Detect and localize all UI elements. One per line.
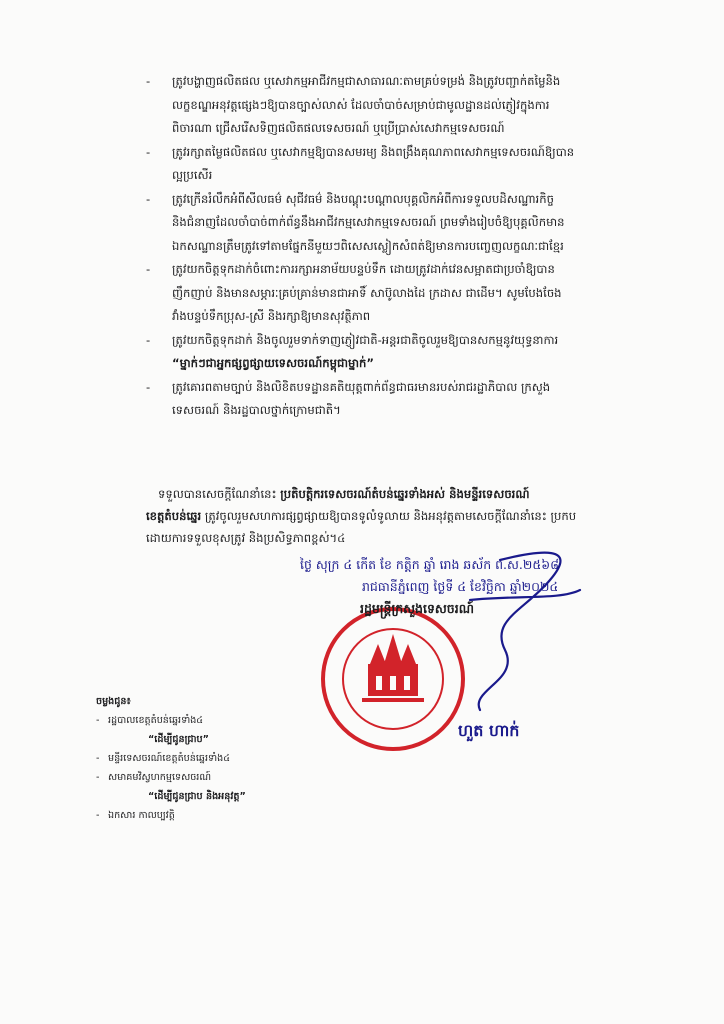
- closing-paragraph: [146, 483, 686, 549]
- minister-title: រដ្ឋមន្ត្រីក្រសួងទេសចរណ៍: [360, 601, 474, 616]
- recipient-item: - រដ្ឋបាលខេត្តតំបន់ឆ្នេរទាំង៤: [96, 715, 204, 726]
- guideline-line: ត្រូវយកចិត្តទុកដាក់ និងចូលរួមទាក់ទាញភ្ញៀវជាតិ-អន្តរជាតិចូលរួមឱ្យបានសកម្មនូវយុទ្ធនាការ: [172, 332, 559, 347]
- guideline-item: [146, 188, 666, 259]
- guideline-line: ត្រូវក្រើនរំលឹកអំពីសីលធម៌ សុជីវធម៌ និងបណ្តុះបណ្តាលបុគ្គលិកអំពីការទទួលបដិសណ្ឋារកិច្ច: [172, 191, 554, 206]
- guideline-line: និងជំនាញដែលចាំបាច់ពាក់ព័ន្ធនឹងអាជីវកម្មសេវាកម្មទេសចរណ៍ ព្រមទាំងរៀបចំឱ្យបុគ្គលិកមាន: [172, 215, 565, 229]
- guideline-list: [146, 70, 666, 423]
- guideline-item: [146, 70, 666, 141]
- guideline-line: ឯកសណ្ឋានត្រឹមត្រូវទៅតាមផ្នែកនីមួយៗពិសេសស្លៀកសំពត់ឱ្យមានការបញ្ចេញលក្ខណៈជាខ្មែរ: [172, 238, 564, 253]
- guideline-line: ញឹកញាប់ និងមានសម្ភារៈគ្រប់គ្រាន់មានជាអាទិ៍ សាប៊ូលាងដៃ ក្រដាស ជាដើម។ សូមបែងចែង: [172, 285, 562, 300]
- closing-emphasis: ប្រតិបត្តិករទេសចរណ៍តំបន់ឆ្នេរទាំងអស់ និងមន្ទីរទេសចរណ៍: [280, 487, 530, 501]
- recipient-item: - សមាគមវិស្វហកម្មទេសចរណ៍: [96, 772, 212, 783]
- recipient-note: “ដើម្បីជូនជ្រាប និងអនុវត្ត”: [148, 791, 246, 802]
- closing-line: [146, 483, 686, 505]
- guideline-item: [146, 329, 666, 376]
- guideline-item: [146, 258, 666, 329]
- closing-line: ដោយការទទួលខុសត្រូវ និងប្រសិទ្ធភាពខ្ពស់។៤: [146, 531, 346, 545]
- bullet-dash: -: [146, 332, 151, 347]
- recipient-text: ឯកសារ កាលប្បវត្តិ: [108, 810, 175, 821]
- recipient-item: - ឯកសារ កាលប្បវត្តិ: [96, 810, 175, 821]
- recipient-text: សមាគមវិស្វហកម្មទេសចរណ៍: [108, 772, 212, 783]
- solar-date: រាជធានីភ្នំពេញ ថ្ងៃទី ៤ ខែវិច្ឆិកា ឆ្នាំ២០២៤: [362, 579, 559, 594]
- guideline-line: ត្រូវយកចិត្តទុកដាក់ចំពោះការរក្សាអនាម័យបន្ទប់ទឹក ដោយត្រូវដាក់វេនសម្អាតជាប្រចាំឱ្យបាន: [172, 262, 555, 276]
- guideline-line: លក្ខខណ្ឌអនុវត្តផ្សេងៗឱ្យបានច្បាស់លាស់ ដែលចាំបាច់សម្រាប់ជាមូលដ្ឋានដល់ភ្ញៀវក្នុងការ: [172, 97, 550, 112]
- guideline-item: [146, 376, 666, 423]
- recipient-text: រដ្ឋបាលខេត្តតំបន់ឆ្នេរទាំង៤: [108, 715, 204, 726]
- guideline-item: [146, 141, 666, 188]
- guideline-line: ត្រូវរក្សាតម្លៃផលិតផល ឬសេវាកម្មឱ្យបានសមរម្យ និងពង្រឹងគុណភាពសេវាកម្មទេសចរណ៍ឱ្យបាន: [172, 144, 575, 159]
- closing-text: ត្រូវចូលរួមសហការផ្សព្វផ្សាយឱ្យបានទូលំទូលាយ និងអនុវត្តតាមសេចក្តីណែនាំនេះ ប្រកប: [201, 509, 577, 523]
- guideline-line: ត្រូវគោរពតាមច្បាប់ និងលិខិតបទដ្ឋានគតិយុត្តពាក់ព័ន្ធជាធរមានរបស់រាជរដ្ឋាភិបាល ក្រសួង: [172, 379, 551, 394]
- closing-line: [146, 505, 686, 527]
- recipient-item: - មន្ទីរទេសចរណ៍ខេត្តតំបន់ឆ្នេរទាំង៤: [96, 753, 231, 764]
- recipient-text: មន្ទីរទេសចរណ៍ខេត្តតំបន់ឆ្នេរទាំង៤: [108, 753, 231, 764]
- lunar-date: ថ្ងៃ សុក្រ ៤ កើត ខែ កត្តិក ឆ្នាំ រោង ឆស័ក ព.ស.២៥៦៨: [300, 557, 559, 572]
- minister-name: ហួត ហាក់: [458, 721, 520, 740]
- guideline-line: ពិចារណា ជ្រើសរើសទិញផលិតផលទេសចរណ៍ ឬប្រើប្រាស់សេវាកម្មទេសចរណ៍: [172, 121, 505, 135]
- bullet-dash: -: [146, 191, 151, 206]
- bullet-dash: -: [146, 74, 151, 88]
- closing-emphasis: ខេត្តតំបន់ឆ្នេរ: [146, 509, 202, 523]
- campaign-slogan: “ម្នាក់ៗជាអ្នកផ្សព្វផ្សាយទេសចរណ៍កម្ពុជាម្នាក់”: [172, 356, 374, 370]
- guideline-line: ត្រូវបង្ហាញផលិតផល ឬសេវាកម្មអាជីវកម្មជាសាធារណៈតាមគ្រប់ទម្រង់ និងត្រូវបញ្ជាក់តម្លៃនិង: [172, 74, 561, 88]
- guideline-line: វាំងបន្ទប់ទឹកប្រុស-ស្រី និងរក្សាឱ្យមានសុវត្ថិភាព: [172, 309, 371, 323]
- recipient-note: “ដើម្បីជូនជ្រាប”: [148, 734, 209, 745]
- closing-text: ទទួលបានសេចក្តីណែនាំនេះ: [158, 487, 281, 501]
- signature: [430, 540, 590, 740]
- bullet-dash: -: [146, 379, 151, 394]
- recipients-heading: ចម្លងជូន៖: [96, 696, 131, 707]
- guideline-line: ទេសចរណ៍ និងរដ្ឋបាលថ្នាក់ក្រោមជាតិ។: [172, 403, 341, 417]
- bullet-dash: -: [146, 144, 151, 159]
- bullet-dash: -: [146, 262, 151, 276]
- guideline-line: ល្អប្រសើរ: [172, 168, 213, 182]
- recipients-list: [96, 692, 396, 825]
